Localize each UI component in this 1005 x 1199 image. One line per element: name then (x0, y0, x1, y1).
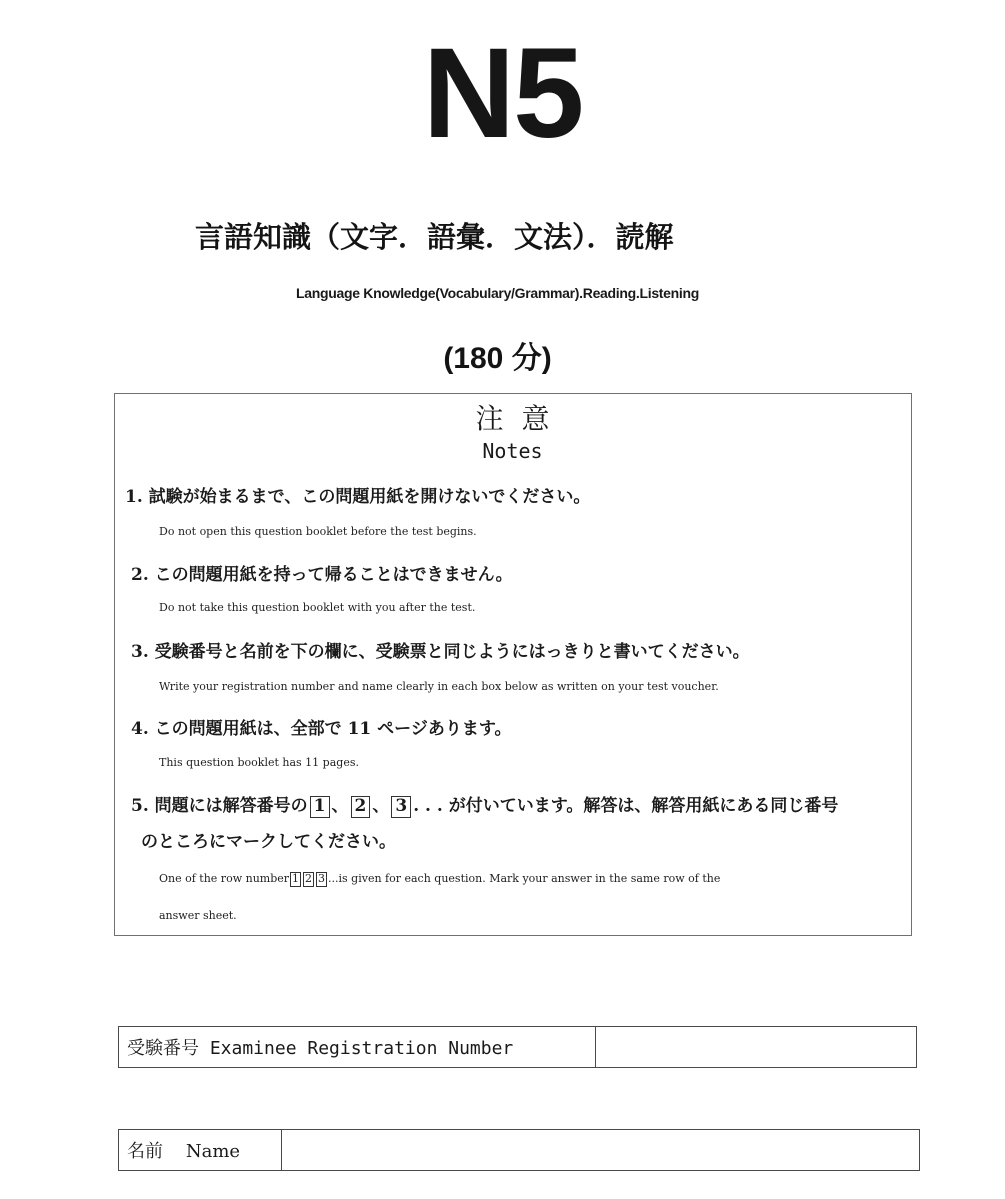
exam-level-title: N5 (422, 22, 583, 165)
registration-number-input[interactable] (596, 1027, 916, 1067)
answer-number-box: 1 (310, 796, 330, 818)
note-1-en: Do not open this question booklet before the test begins. (159, 525, 477, 538)
note-5-jp-prefix: 5. 問題には解答番号の (131, 796, 308, 816)
separator: 、 (331, 796, 349, 816)
name-field (118, 1129, 920, 1171)
note-2-jp: 2. この問題用紙を持って帰ることはできません。 (131, 565, 513, 585)
row-number-box: 2 (305, 872, 313, 885)
name-label: 名前 Name (119, 1130, 282, 1170)
ellipsis: . . . (413, 796, 443, 816)
separator: 、 (372, 796, 390, 816)
exam-duration: (180 分) (443, 342, 552, 375)
answer-number-box: 3 (391, 796, 411, 818)
note-5-jp-suffix: が付いています。解答は、解答用紙にある同じ番号 (448, 796, 839, 816)
note-5-jp (131, 791, 838, 818)
notes-box (114, 393, 912, 936)
subject-title-en: Language Knowledge(Vocabulary/Grammar).Reading.Listening (295, 285, 699, 301)
note-5-jp-line2: のところにマークしてください。 (141, 832, 396, 852)
note-4-jp: 4. この問題用紙は、全部で 11 ページあります。 (131, 719, 512, 739)
row-number-box: 1 (292, 872, 300, 885)
name-input[interactable] (282, 1130, 919, 1170)
note-5-en-prefix: One of the row number (159, 872, 290, 885)
note-5-en (159, 872, 720, 887)
notes-title-jp: 注意 (475, 402, 568, 435)
note-5-en-line2: answer sheet. (159, 909, 237, 922)
registration-number-field (118, 1026, 917, 1068)
notes-title-en: Notes (482, 439, 543, 463)
note-1-jp: 1. 試験が始まるまで、この問題用紙を開けないでください。 (125, 487, 591, 507)
note-2-en: Do not take this question booklet with you after the test. (159, 601, 476, 614)
answer-number-box: 2 (351, 796, 371, 818)
subject-title-jp: 言語知識（文字．語彙．文法）．読解 (195, 220, 674, 254)
note-5-en-suffix: ...is given for each question. Mark your answer in the same row of the (328, 872, 721, 885)
registration-number-label: 受験番号 Examinee Registration Number (119, 1027, 596, 1067)
note-3-en: Write your registration number and name clearly in each box below as written on your test voucher. (159, 680, 719, 693)
row-number-box: 3 (318, 872, 326, 885)
note-3-jp: 3. 受験番号と名前を下の欄に、受験票と同じようにはっきりと書いてください。 (131, 642, 750, 662)
note-4-en: This question booklet has 11 pages. (159, 756, 359, 769)
